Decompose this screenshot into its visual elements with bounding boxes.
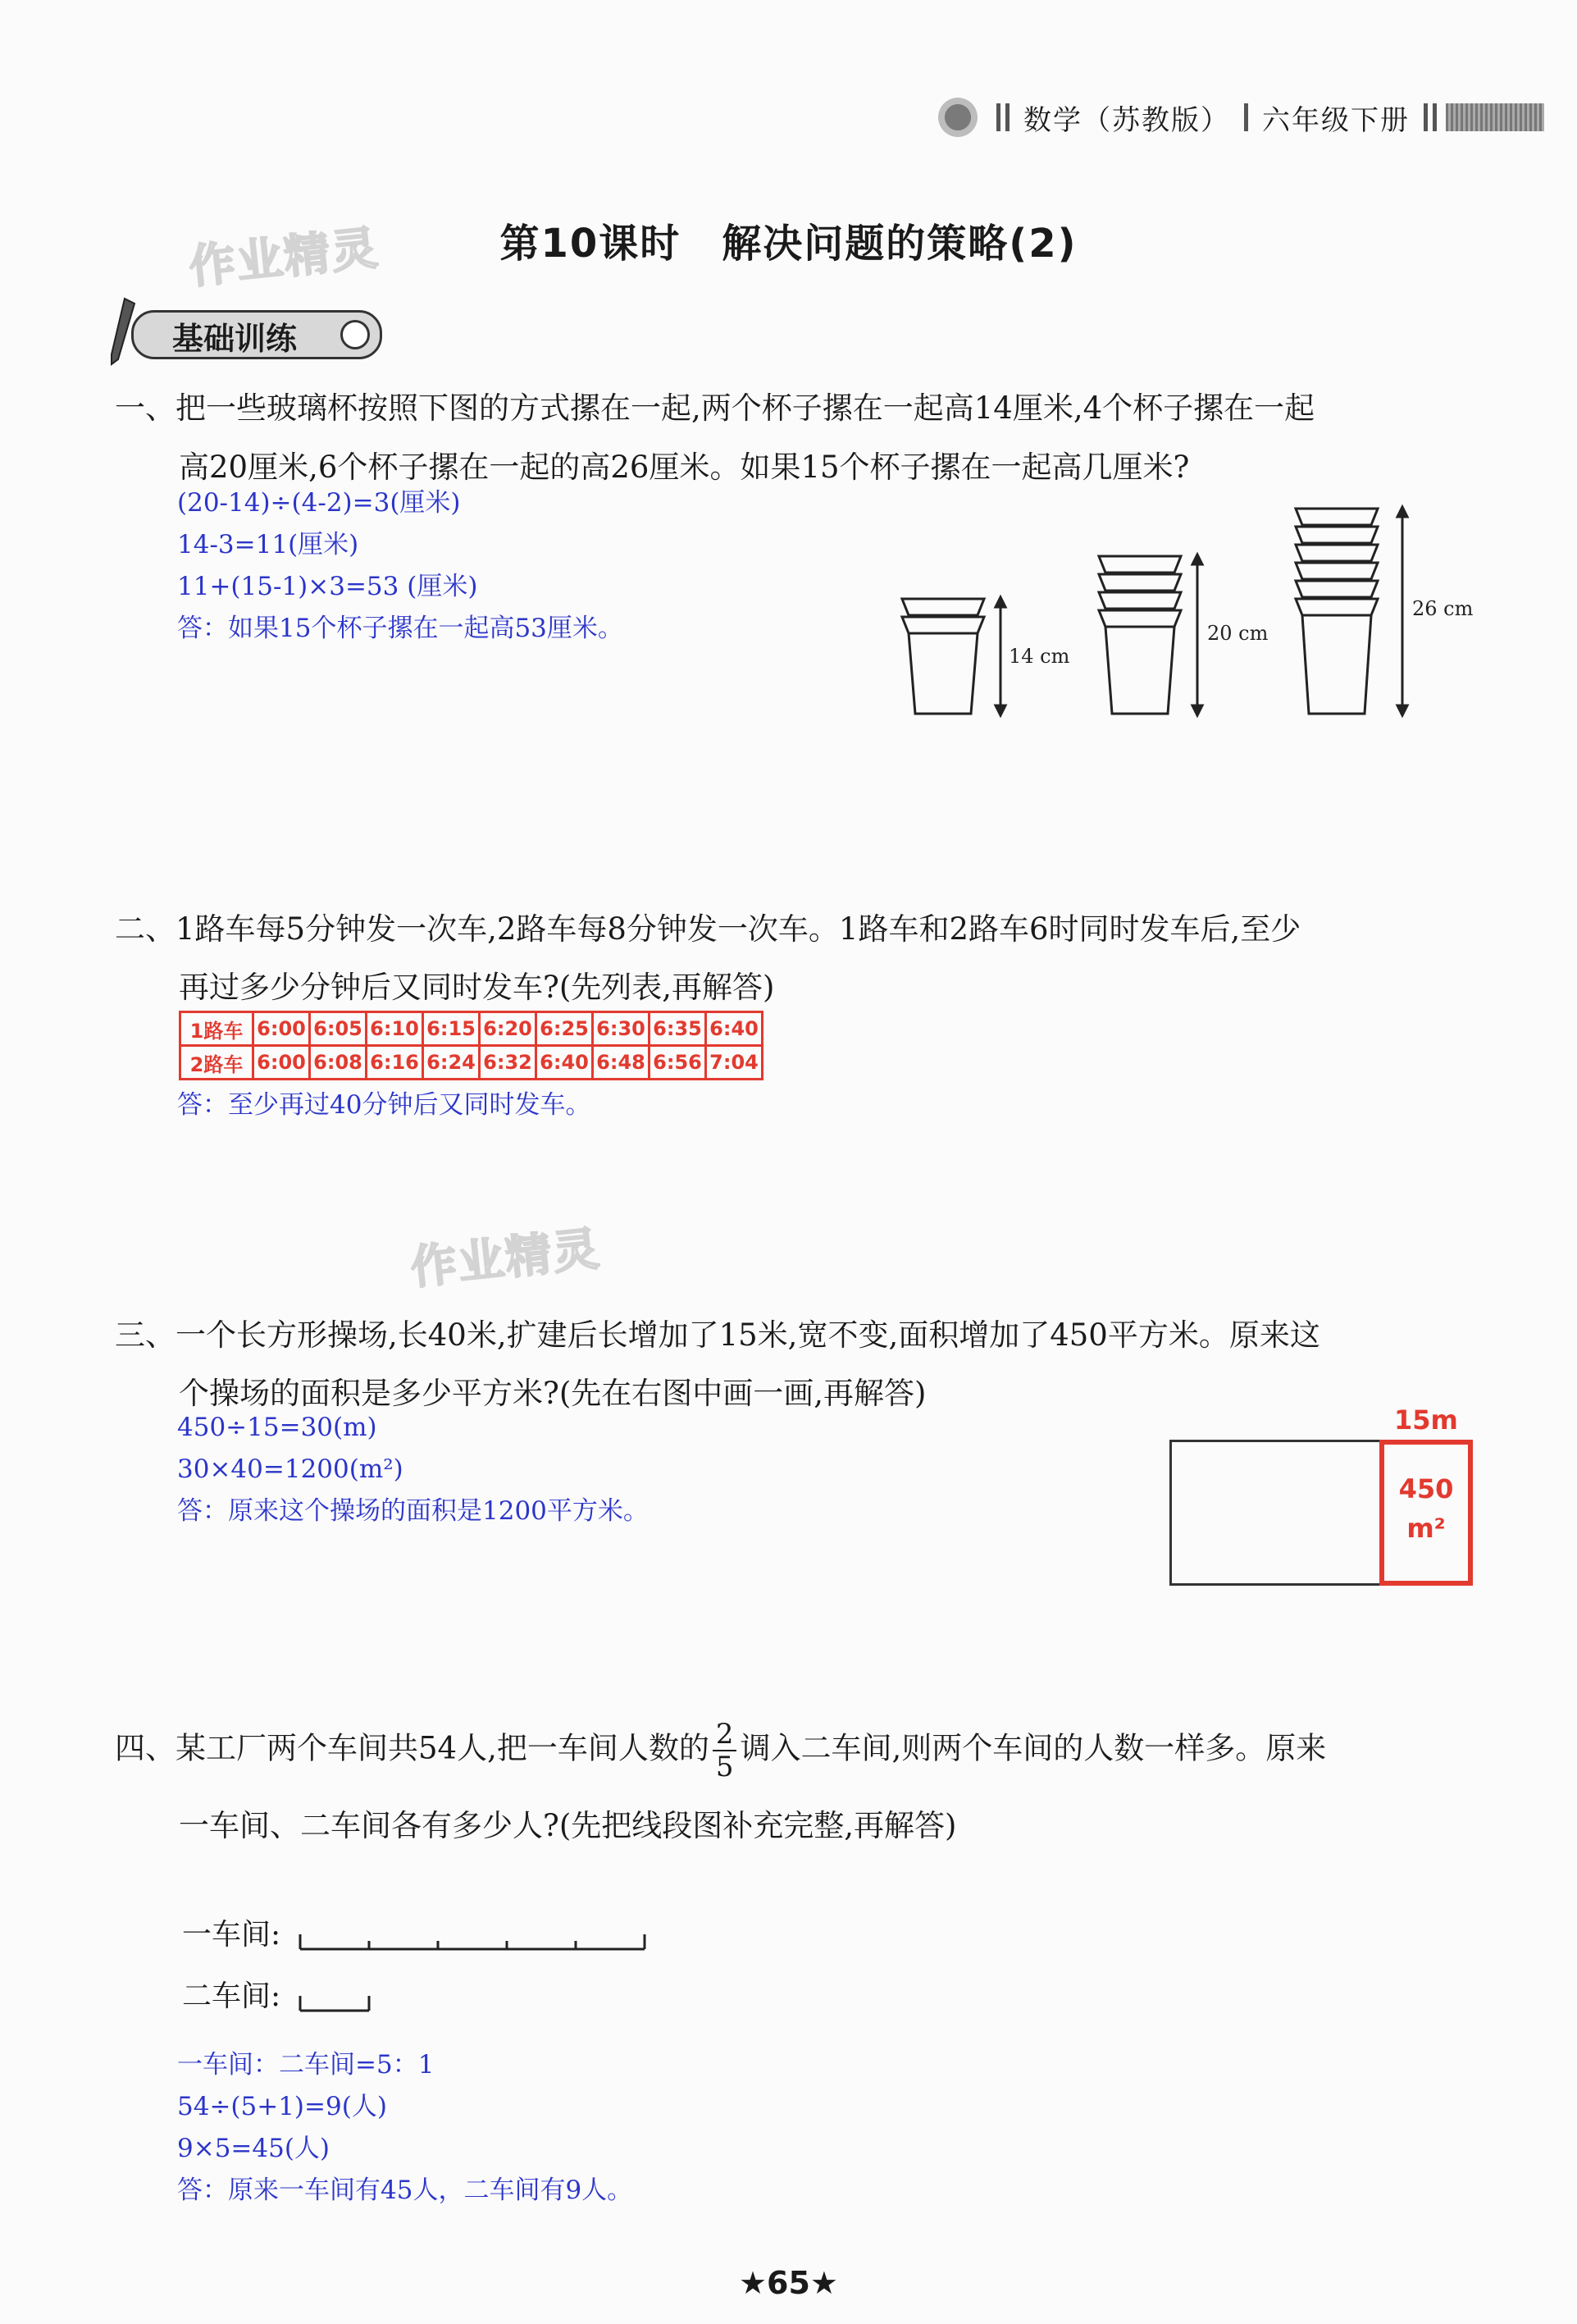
header-subject: 数学（苏教版） — [1023, 103, 1230, 137]
q4-line1: 四、某工厂两个车间共54人,把一车间人数的 $\frac{2}{5}$ 调入二车间,则两个车间的人数一样多。原来 — [115, 1718, 1327, 1783]
seg2-label: 二车间: — [182, 1979, 281, 2013]
divider — [1244, 103, 1248, 131]
q2-line2: 再过多少分钟后又同时发车?(先列表,再解答) — [179, 970, 775, 1005]
height-label-14: 14 cm — [1009, 645, 1070, 668]
answer-line: 450÷15=30(m) — [177, 1413, 377, 1442]
schedule-time-cell: 6:00 — [253, 1046, 310, 1080]
schedule-time-cell: 6:00 — [253, 1012, 310, 1046]
schedule-time-cell: 6:40 — [536, 1046, 593, 1080]
workshop1-segment — [297, 1920, 649, 1961]
height-label-26: 26 cm — [1412, 597, 1474, 620]
stacked-cups-figure — [886, 492, 1509, 722]
pencil-icon — [107, 295, 139, 369]
divider — [996, 103, 1000, 131]
page-number: ★65★ — [738, 2265, 838, 2301]
section-badge — [107, 304, 385, 361]
extension-length-label: 15m — [1394, 1404, 1458, 1436]
cup-stack-4 — [1099, 556, 1181, 714]
q1-answers — [177, 482, 623, 650]
cup-stack-2 — [902, 599, 984, 714]
height-label-20: 20 cm — [1207, 622, 1269, 645]
schedule-route-label: 1路车 — [180, 1012, 253, 1046]
badge-ring-icon — [340, 320, 370, 349]
schedule-time-cell: 6:40 — [706, 1012, 763, 1046]
q3-answers — [177, 1407, 649, 1532]
answer-line: (20-14)÷(4-2)=3(厘米) — [177, 488, 461, 518]
q2-line1: 二、1路车每5分钟发一次车,2路车每8分钟发一次车。1路车和2路车6时同时发车后,至少 — [115, 911, 1301, 947]
schedule-time-cell: 6:08 — [310, 1046, 367, 1080]
answer-line: 11+(15-1)×3=53 (厘米) — [177, 572, 478, 601]
schedule-time-cell: 6:48 — [593, 1046, 649, 1080]
sun-logo-icon — [935, 94, 981, 140]
schedule-time-cell: 6:16 — [367, 1046, 423, 1080]
schedule-time-cell: 6:35 — [649, 1012, 706, 1046]
answer-line: 答：原来这个操场的面积是1200平方米。 — [177, 1496, 649, 1526]
page-title: 第10课时 解决问题的策略(2) — [499, 221, 1078, 267]
header-grade: 六年级下册 — [1262, 103, 1410, 137]
schedule-time-cell: 6:25 — [536, 1012, 593, 1046]
area-unit: m² — [1406, 1513, 1446, 1544]
q3-line2: 个操场的面积是多少平方米?(先在右图中画一画,再解答) — [179, 1376, 927, 1411]
workshop2-segment — [297, 1981, 379, 2022]
section-badge-label: 基础训练 — [172, 321, 298, 357]
answer-line: 9×5=45(人) — [177, 2134, 330, 2163]
answer-line: 30×40=1200(m²) — [177, 1454, 403, 1484]
schedule-row — [180, 1046, 763, 1080]
answer-line: 54÷(5+1)=9(人) — [177, 2092, 387, 2121]
bus-schedule-table — [179, 1011, 763, 1080]
q4-line2: 一车间、二车间各有多少人?(先把线段图补充完整,再解答) — [179, 1808, 957, 1843]
seg1-label: 一车间: — [182, 1918, 281, 1952]
original-field-rect — [1169, 1440, 1384, 1586]
schedule-time-cell: 6:10 — [367, 1012, 423, 1046]
q1-line2: 高20厘米,6个杯子摞在一起的高26厘米。如果15个杯子摞在一起高几厘米? — [179, 450, 1190, 485]
schedule-row — [180, 1012, 763, 1046]
q2-answer: 答：至少再过40分钟后又同时发车。 — [177, 1090, 591, 1120]
schedule-time-cell: 7:04 — [706, 1046, 763, 1080]
schedule-time-cell: 6:05 — [310, 1012, 367, 1046]
schedule-time-cell: 6:20 — [480, 1012, 536, 1046]
page-header — [935, 89, 1544, 146]
extension-rect — [1379, 1440, 1473, 1586]
answer-line: 一车间：二车间=5：1 — [177, 2050, 435, 2080]
area-value: 450 — [1398, 1473, 1454, 1504]
watermark: 作业精灵 — [408, 1222, 604, 1295]
watermark: 作业精灵 — [186, 221, 382, 294]
schedule-time-cell: 6:15 — [423, 1012, 480, 1046]
answer-line: 14-3=11(厘米) — [177, 530, 359, 559]
answer-line: 答：如果15个杯子摞在一起高53厘米。 — [177, 614, 623, 643]
q4-answers — [177, 2044, 632, 2212]
schedule-route-label: 2路车 — [180, 1046, 253, 1080]
q3-line1: 三、一个长方形操场,长40米,扩建后长增加了15米,宽不变,面积增加了450平方米。原来这 — [115, 1317, 1320, 1353]
cup-stack-6 — [1296, 509, 1378, 714]
schedule-time-cell: 6:32 — [480, 1046, 536, 1080]
answer-line: 答：原来一车间有45人，二车间有9人。 — [177, 2176, 633, 2205]
q1-line1: 一、把一些玻璃杯按照下图的方式摞在一起,两个杯子摞在一起高14厘米,4个杯子摞在一起 — [115, 390, 1315, 426]
fraction-two-fifths: $\frac{2}{5}$ — [713, 1719, 737, 1783]
schedule-time-cell: 6:56 — [649, 1046, 706, 1080]
schedule-time-cell: 6:30 — [593, 1012, 649, 1046]
header-decoration — [1446, 103, 1544, 131]
schedule-time-cell: 6:24 — [423, 1046, 480, 1080]
